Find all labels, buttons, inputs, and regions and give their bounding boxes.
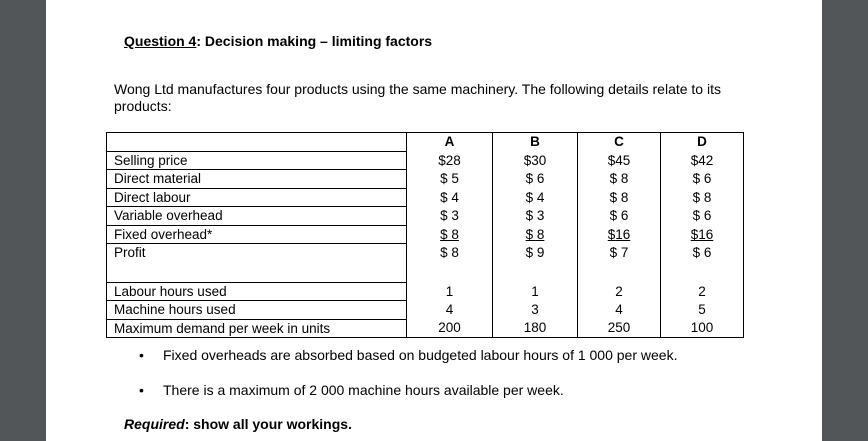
header-product-c: C bbox=[578, 133, 661, 152]
header-product-b: B bbox=[493, 133, 578, 152]
cell-value bbox=[578, 225, 661, 244]
header-product-a: A bbox=[407, 133, 493, 152]
cell-value bbox=[407, 225, 493, 244]
row-label: Direct labour bbox=[107, 188, 407, 207]
cell-value: $28 bbox=[407, 151, 493, 170]
cell-value: 1 bbox=[407, 282, 493, 301]
table-row bbox=[107, 244, 744, 262]
bullet-item bbox=[139, 382, 564, 398]
cell-value: 100 bbox=[661, 319, 744, 338]
row-label: Fixed overhead* bbox=[107, 225, 407, 244]
required-label: Required bbox=[124, 416, 185, 432]
cell-value: $ 6 bbox=[493, 170, 578, 189]
cell-value: 2 bbox=[661, 282, 744, 301]
cell-value: $ 9 bbox=[493, 244, 578, 262]
row-label: Selling price bbox=[107, 151, 407, 170]
table-row bbox=[107, 301, 744, 320]
cell-value: 2 bbox=[578, 282, 661, 301]
cell-value: $ 3 bbox=[407, 207, 493, 226]
row-label: Machine hours used bbox=[107, 301, 407, 320]
cell-value: $30 bbox=[493, 151, 578, 170]
cell-value: 3 bbox=[493, 301, 578, 320]
row-label: Direct material bbox=[107, 170, 407, 189]
cell-value-underlined: $16 bbox=[607, 226, 631, 242]
table-spacer-row bbox=[107, 262, 744, 283]
question-heading bbox=[124, 33, 432, 49]
bullet-icon: • bbox=[139, 347, 144, 363]
cell-value: 4 bbox=[407, 301, 493, 320]
cell-value: $ 3 bbox=[493, 207, 578, 226]
header-product-d: D bbox=[661, 133, 744, 152]
table-row bbox=[107, 170, 744, 189]
cell-value: $ 8 bbox=[661, 188, 744, 207]
product-table bbox=[106, 132, 744, 338]
document-page bbox=[46, 0, 822, 441]
cell-value: $ 5 bbox=[407, 170, 493, 189]
cell-value: 250 bbox=[578, 319, 661, 338]
row-label: Variable overhead bbox=[107, 207, 407, 226]
required-text: : show all your workings. bbox=[184, 416, 352, 432]
table-row bbox=[107, 319, 744, 338]
cell-value-underlined: $16 bbox=[690, 226, 714, 242]
cell-value: $ 7 bbox=[578, 244, 661, 262]
table-row bbox=[107, 207, 744, 226]
cell-value bbox=[493, 225, 578, 244]
cell-value: $ 6 bbox=[661, 170, 744, 189]
cell-value: 4 bbox=[578, 301, 661, 320]
cell-value-underlined: $ 8 bbox=[440, 226, 459, 242]
table-row bbox=[107, 188, 744, 207]
cell-value: 200 bbox=[407, 319, 493, 338]
cell-value: $ 6 bbox=[661, 244, 744, 262]
cell-value: $42 bbox=[661, 151, 744, 170]
row-label: Maximum demand per week in units bbox=[107, 319, 407, 338]
cell-value: 180 bbox=[493, 319, 578, 338]
cell-value: $ 4 bbox=[407, 188, 493, 207]
cell-value: 1 bbox=[493, 282, 578, 301]
row-label: Profit bbox=[107, 244, 407, 262]
table-row bbox=[107, 282, 744, 301]
cell-value: $ 6 bbox=[661, 207, 744, 226]
intro-paragraph: Wong Ltd manufactures four products using the same machinery. The following details relate to its products: bbox=[114, 81, 721, 114]
required-instruction bbox=[124, 416, 352, 432]
question-title: : Decision making – limiting factors bbox=[196, 33, 433, 49]
cell-value: $ 6 bbox=[578, 207, 661, 226]
table-row bbox=[107, 151, 744, 170]
cell-value: 5 bbox=[661, 301, 744, 320]
cell-value-underlined: $ 8 bbox=[525, 226, 545, 242]
cell-value: $ 8 bbox=[578, 170, 661, 189]
row-label: Labour hours used bbox=[107, 282, 407, 301]
cell-value: $ 4 bbox=[493, 188, 578, 207]
bullet-text: Fixed overheads are absorbed based on budgeted labour hours of 1 000 per week. bbox=[163, 347, 678, 363]
table-row bbox=[107, 225, 744, 244]
bullet-text: There is a maximum of 2 000 machine hours available per week. bbox=[163, 382, 564, 398]
bullet-icon: • bbox=[139, 382, 144, 398]
question-number: Question 4 bbox=[124, 33, 197, 49]
cell-value: $ 8 bbox=[578, 188, 661, 207]
bullet-item bbox=[139, 347, 677, 363]
table-header-row bbox=[107, 133, 744, 152]
cell-value: $ 8 bbox=[407, 244, 493, 262]
cell-value: $45 bbox=[578, 151, 661, 170]
header-blank-cell bbox=[107, 133, 407, 152]
cell-value bbox=[661, 225, 744, 244]
